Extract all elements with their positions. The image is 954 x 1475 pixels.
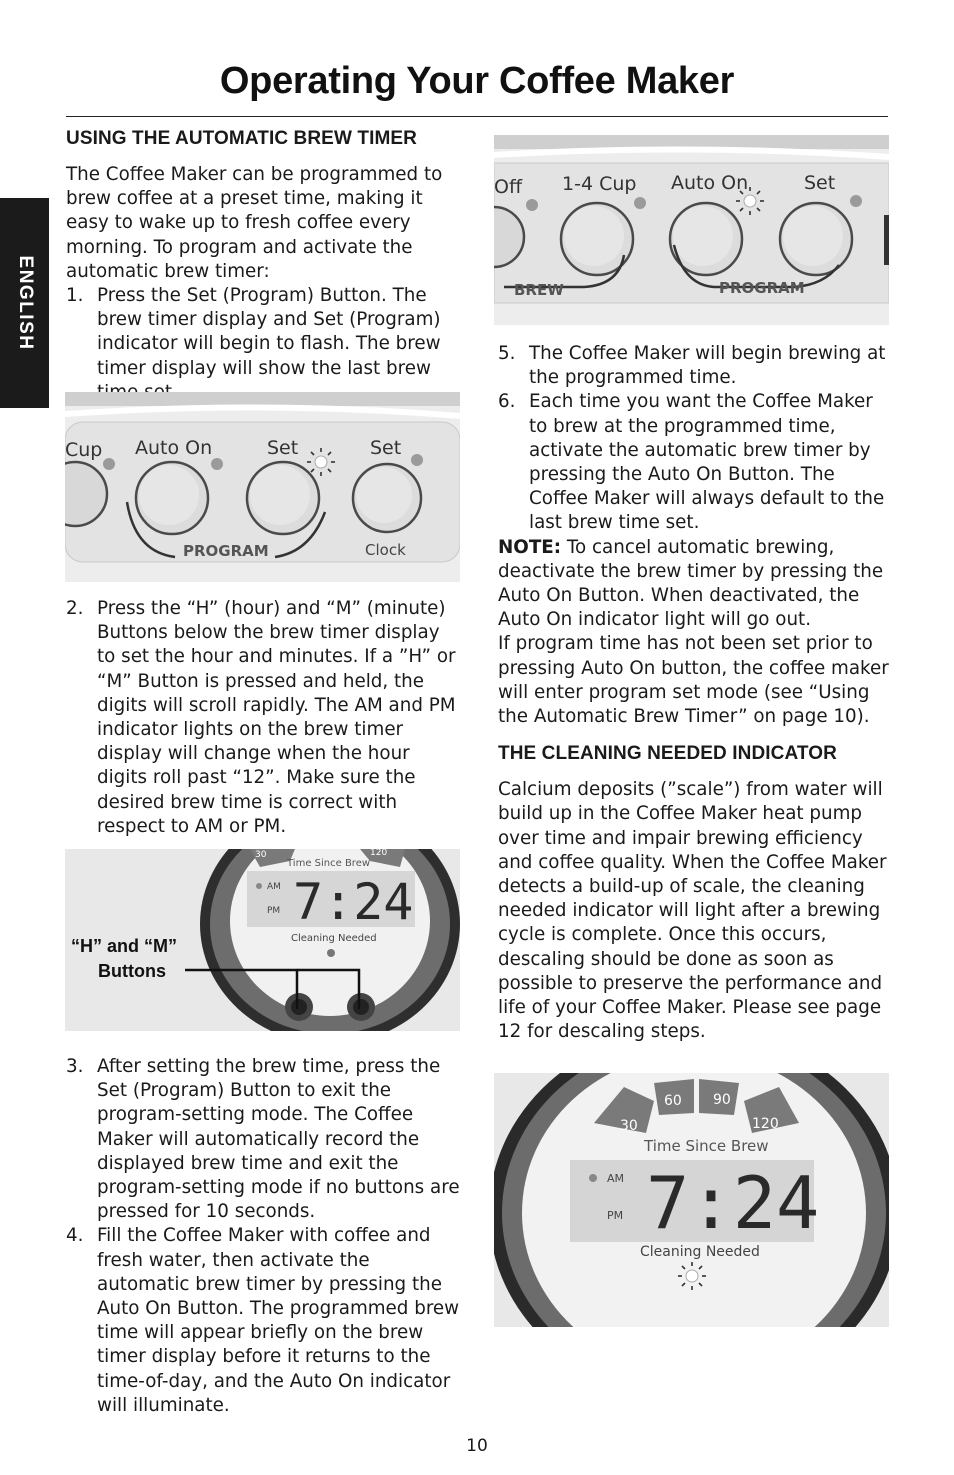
set-clock-label: Set — [370, 437, 402, 459]
step-item: 5. The Coffee Maker will begin brewing at the programmed time. — [498, 343, 886, 389]
seg-60-label: 60 — [664, 1093, 682, 1109]
one-four-cup-label: 1-4 Cup — [562, 173, 637, 195]
step-item: 1. Press the Set (Program) Button. The brew timer display and Set (Program) indicator will begin to flash. The brew timer display will show the last brew — [66, 285, 441, 379]
figure-brew-program-illustration — [494, 135, 889, 325]
arc-text: Time Since Brew — [287, 858, 371, 869]
pm-label-2: PM — [607, 1209, 624, 1222]
figure-h-m-buttons — [65, 849, 460, 1031]
language-tab-label: ENGLISH — [14, 255, 36, 351]
program-group-label: PROGRAM — [183, 542, 269, 560]
note-label: NOTE: — [498, 536, 562, 558]
section-heading-cleaning: THE CLEANING NEEDED INDICATOR — [498, 743, 837, 765]
figure-program-buttons-illustration — [65, 392, 460, 582]
page-title: Operating Your Coffee Maker — [219, 60, 735, 102]
steps-list-b — [66, 597, 461, 839]
figure-program-buttons — [65, 392, 460, 582]
step-item: 2. Press the “H” (hour) and “M” (minute) Buttons below the brew timer display to set the hour and minutes. If a ”H” or “M” Button is pressed and held, the digits will scroll rapidly. The AM and PM indicator lights on the brew timer display will change when the hour digits roll past “12”. Make sure the desired brew time is correct with respect to AM or PM. — [66, 598, 456, 837]
steps-list-a — [66, 284, 461, 405]
seg-120-label-2: 120 — [752, 1116, 779, 1132]
left-column-top — [66, 127, 461, 405]
left-column-steps3-4 — [66, 1055, 461, 1418]
set-label: Set — [267, 437, 299, 459]
right-column-text — [498, 342, 890, 1044]
cup-label: Cup — [65, 439, 103, 461]
left-column-step2 — [66, 597, 461, 839]
arc-text-2: Time Since Brew — [644, 1137, 769, 1155]
note-paragraph — [498, 536, 890, 633]
seg-120-label: 120 — [370, 849, 388, 858]
am-label-2: AM — [607, 1172, 625, 1185]
program-group-label-2: PROGRAM — [719, 279, 805, 297]
figure-cleaning-display — [494, 1073, 889, 1327]
program-extra-paragraph: If program time has not been set prior to pressing Auto On button, the coffee maker will enter program set mode (see “Using the Automatic Brew Timer” on page 10). — [498, 633, 889, 728]
cleaning-needed-label-2: Cleaning Needed — [640, 1244, 760, 1260]
set-label-2: Set — [804, 172, 836, 194]
callout-line-1: “H” and “M” — [71, 936, 177, 956]
auto-on-label-2: Auto On — [671, 172, 749, 194]
seg-30-label-2: 30 — [620, 1118, 638, 1134]
lcd-time-2: 7:24 — [646, 1161, 820, 1245]
clock-group-label: Clock — [365, 541, 406, 559]
step-item: 3. After setting the brew time, press the Set (Program) Button to exit the program-setting mode. The Coffee Maker will automatically record the displayed brew time and exit the program-setting mode if no buttons are pressed for 10 seconds. — [66, 1056, 460, 1223]
steps-list-c — [66, 1055, 461, 1418]
cleaning-needed-label: Cleaning Needed — [291, 933, 377, 944]
step-item: 4. Fill the Coffee Maker with coffee and fresh water, then activate the automatic brew timer by pressing the Auto On Button. The programmed brew time will appear briefly on the brew timer display before it returns to the time-of-day, and the Auto On indicator will illuminate. — [66, 1225, 460, 1416]
brew-group-label: BREW — [514, 281, 564, 299]
title-rule — [66, 116, 888, 117]
step-item: 6. Each time you want the Coffee Maker to brew at the programmed time, activate the automatic brew timer by pressing the Auto On Button. The Coffee Maker will always default to the last brew time set. — [498, 391, 885, 534]
auto-on-label: Auto On — [135, 437, 213, 459]
callout-line-2: Buttons — [98, 961, 166, 981]
figure-cleaning-display-illustration — [494, 1073, 889, 1327]
note-text: To cancel automatic brewing, deactivate the brew timer by pressing the Auto On Button. When deactivated, the Auto On indicator light will go out. — [498, 536, 884, 631]
am-label: AM — [267, 882, 281, 892]
steps-list-d — [498, 342, 890, 536]
seg-90-label: 90 — [713, 1092, 731, 1108]
intro-paragraph: The Coffee Maker can be programmed to brew coffee at a preset time, making it easy to wake up to fresh coffee every morning. To program and activate the automatic brew timer: — [66, 164, 443, 282]
pm-label: PM — [267, 906, 281, 916]
lcd-time: 7:24 — [293, 873, 414, 931]
seg-30-label: 30 — [255, 850, 267, 860]
figure-brew-program-buttons — [494, 135, 889, 325]
off-label: Off — [494, 176, 523, 198]
figure-h-m-buttons-illustration — [65, 849, 460, 1031]
page-number: 10 — [466, 1436, 488, 1456]
cleaning-paragraph: Calcium deposits (”scale”) from water will build up in the Coffee Maker heat pump over time and impair brewing efficiency and coffee quality. When the Coffee Maker detects a build-up of scale, the cleaning needed indicator will light after a brewing cycle is complete. Once this occurs, descaling should be done as soon as possible to preserve the performance and life of your Coffee Maker. Please see page 12 for descaling steps. — [498, 779, 887, 1043]
language-tab — [0, 198, 49, 408]
section-heading-brew-timer: USING THE AUTOMATIC BREW TIMER — [66, 128, 417, 149]
